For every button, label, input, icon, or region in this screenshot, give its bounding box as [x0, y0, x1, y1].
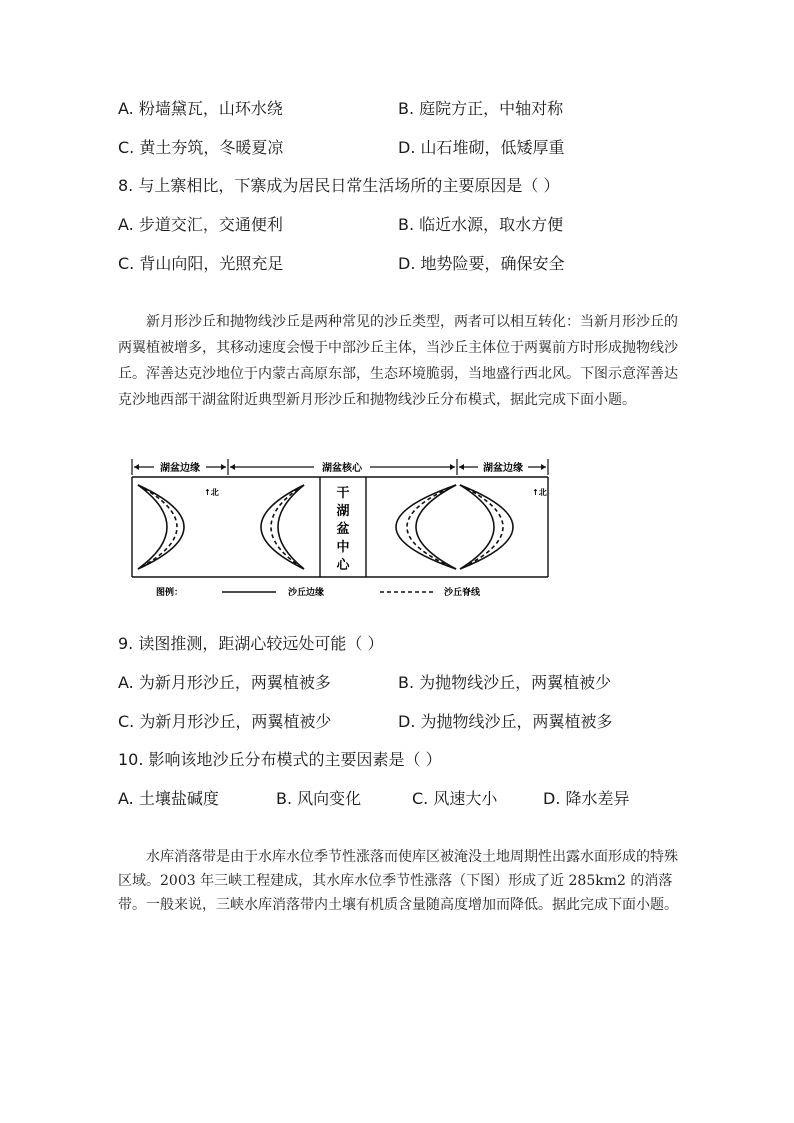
dune-edge-right-1b — [416, 485, 456, 569]
q8-option-c: C. 背山向阳，光照充足 — [118, 254, 284, 273]
legend-title: 图例： — [156, 588, 184, 598]
passage-reservoir-drawdown-zone: 水库消落带是由于水库水位季节性涨落而使库区被淹没土地周期性出露水面形成的特殊区域。2003 年三峡工程建成，其水库水位季节性涨落（下图）形成了近 285km2 的消落带。一般来说，三峡水库消落带内土壤有机质含量随高度增加而降低。据此完成下面小题。 — [118, 849, 678, 913]
north-arrow-left: ↑北 — [204, 488, 219, 497]
dry-lake-basin-center-label — [336, 486, 350, 573]
dune-edge-right-2b — [460, 485, 494, 569]
passage-sand-dunes: 新月形沙丘和抛物线沙丘是两种常见的沙丘类型，两者可以相互转化：当新月形沙丘的两翼植被增多，其移动速度会慢于中部沙丘主体，当沙丘主体位于两翼前方时形成抛物线沙丘。浑善达克沙地位于内蒙古高原东部，生态环境脆弱，当地盛行西北风。下图示意浑善达克沙地西部干湖盆附近典型新月形沙丘和抛物线沙丘分布模式，据此完成下面小题。 — [118, 314, 678, 408]
dune-ridge-left-2 — [271, 485, 304, 569]
q10-option-a: A. 土壤盐碱度 — [118, 789, 219, 808]
dune-ridge-right-1 — [407, 485, 456, 569]
label-basin-core: 湖盆核心 — [322, 463, 362, 474]
svg-text:中: 中 — [336, 540, 350, 555]
q10-option-b: B. 风向变化 — [276, 789, 362, 808]
q8-stem: 8. 与上寨相比，下寨成为居民日常生活场所的主要原因是（ ） — [118, 176, 560, 195]
q9-option-a: A. 为新月形沙丘，两翼植被多 — [118, 673, 331, 692]
dune-edge-left-2 — [261, 485, 304, 569]
q7-option-a: A. 粉墙黛瓦，山环水绕 — [118, 99, 283, 118]
north-arrow-right: ↑北 — [532, 488, 547, 497]
svg-text:干: 干 — [336, 486, 350, 501]
label-basin-edge-right: 湖盆边缘 — [483, 463, 523, 474]
q7-option-b: B. 庭院方正，中轴对称 — [398, 99, 564, 118]
q7-option-d: D. 山石堆砌，低矮厚重 — [398, 138, 565, 157]
q8-option-a: A. 步道交汇，交通便利 — [118, 215, 283, 234]
q10-option-c: C. 风速大小 — [412, 789, 498, 808]
q8-option-d: D. 地势险要，确保安全 — [398, 254, 565, 273]
legend-dune-ridge: 沙丘脊线 — [444, 588, 481, 598]
svg-text:湖: 湖 — [336, 504, 350, 519]
dune-edge-right-1 — [396, 485, 456, 569]
q10-stem: 10. 影响该地沙丘分布模式的主要因素是（ ） — [118, 750, 442, 769]
dune-ridge-right-2 — [460, 485, 503, 569]
label-basin-edge-left: 湖盆边缘 — [160, 463, 200, 474]
q9-option-c: C. 为新月形沙丘，两翼植被少 — [118, 712, 332, 731]
q7-option-c: C. 黄土夯筑，冬暖夏凉 — [118, 138, 284, 157]
dune-ridge-left-1 — [138, 485, 177, 569]
svg-text:盆: 盆 — [336, 522, 350, 537]
q9-stem: 9. 读图推测，距湖心较远处可能（ ） — [118, 634, 384, 653]
dune-edge-right-2 — [460, 485, 513, 569]
svg-text:心: 心 — [336, 558, 350, 573]
q8-option-b: B. 临近水源，取水方便 — [398, 215, 564, 234]
q9-option-d: D. 为抛物线沙丘，两翼植被多 — [398, 712, 613, 731]
q10-option-d: D. 降水差异 — [543, 789, 630, 808]
q9-option-b: B. 为抛物线沙丘，两翼植被少 — [398, 673, 612, 692]
legend-dune-edge: 沙丘边缘 — [288, 588, 325, 598]
sand-dune-distribution-diagram — [126, 455, 554, 605]
